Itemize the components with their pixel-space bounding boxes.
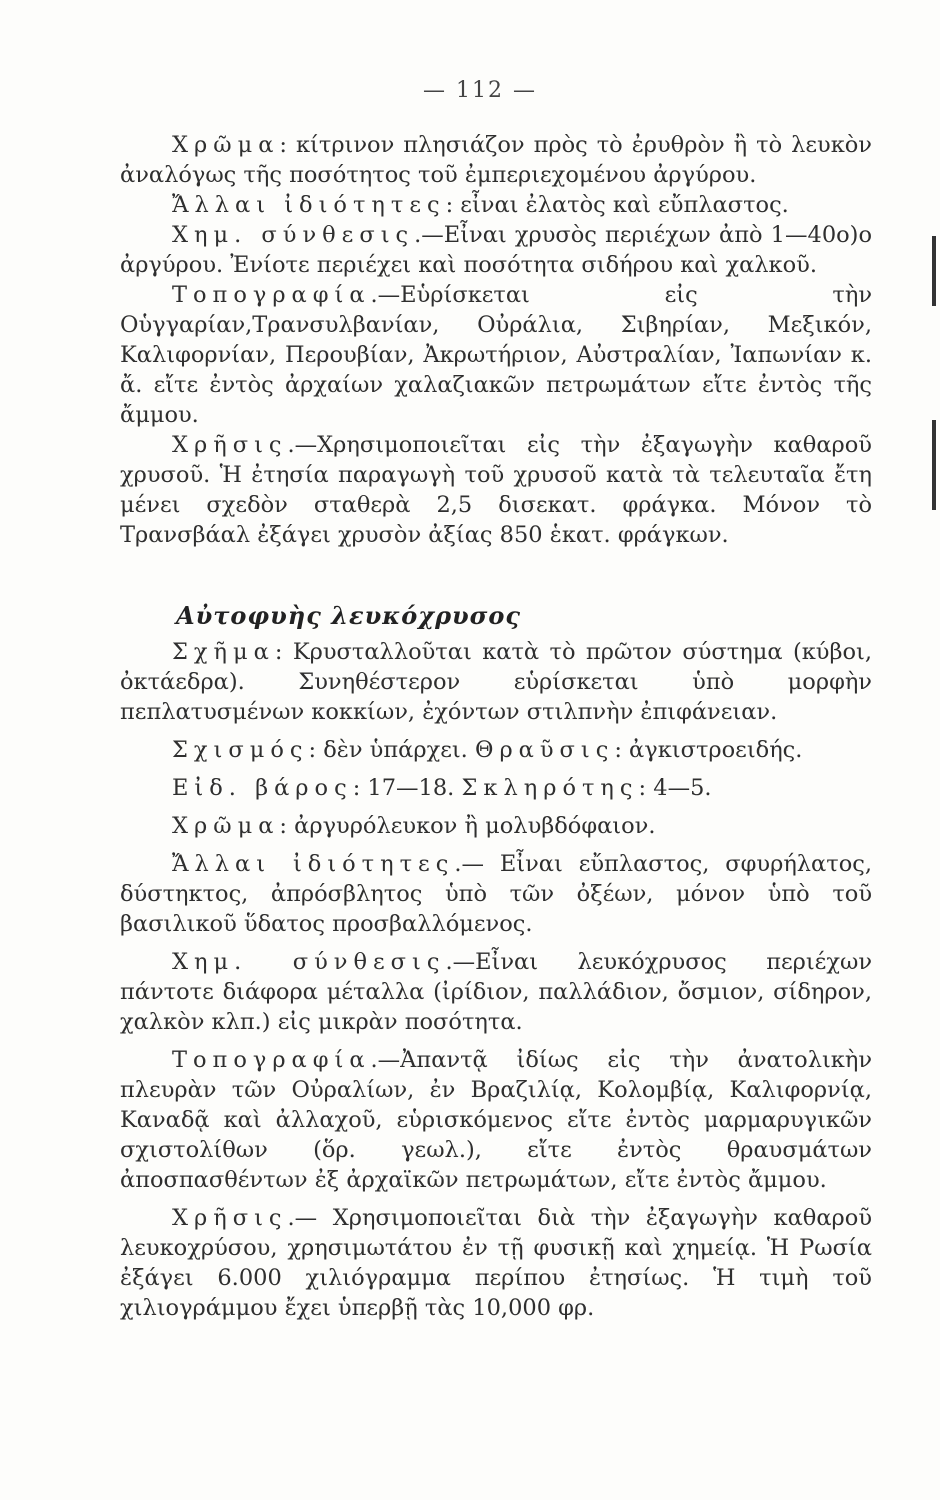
paragraph-use: Χρῆσις.—Χρησιμοποιεῖται εἰς τὴν ἐξαγωγὴν καθαροῦ χρυσοῦ. Ἡ ἐτησία παραγωγὴ τοῦ χρυσοῦ κατὰ τὰ τελευταῖα ἔτη μένει σχεδὸν σταθερὰ 2,5 δισεκατ. φράγκα. Μόνον τὸ Τρανσβάαλ ἐξάγει χρυσὸν ἀξίας 850 ἑκατ. φράγκων. [120,432,872,548]
paragraph-density: Εἰδ. βάρος: 17—18. Σκληρότης: 4—5. [172,775,712,801]
paragraph-cleavage: Σχισμός: δὲν ὑπάρχει. Θραῦσις: ἀγκιστροειδής. [172,737,803,763]
white-gold-section [120,637,872,1323]
paragraph-topography: Τοπογραφία.—Ἀπαντᾷ ἰδίως εἰς τὴν ἀνατολικὴν πλευρὰν τῶν Οὐραλίων, ἐν Βραζιλίᾳ, Κολομβίᾳ, Καλιφορνίᾳ, Καναδᾷ καὶ ἀλλαχοῦ, εὑρισκόμενος εἴτε ἐντὸς μαρμαρυγικῶν σχιστολίθων (ὅρ. γεωλ.), εἴτε ἐντὸς θραυσμάτων ἀποσπασθέντων ἐξ ἀρχαϊκῶν πετρωμάτων, εἴτε ἐντὸς ἄμμου. [120,1047,872,1193]
paragraph-color: Χρῶμα: ἀργυρόλευκον ἢ μολυβδόφαιον. [172,813,656,839]
paragraph-chemical-composition: Χημ. σύνθεσις.—Εἶναι λευκόχρυσος περιέχων πάντοτε διάφορα μέταλλα (ἰρίδιον, παλλάδιον, ὄσμιον, σίδηρον, χαλκὸν κλπ.) εἰς μικρὰν ποσότητα. [120,949,872,1035]
gold-section [120,130,872,550]
section-heading: Αὐτοφυὴς λευκόχρυσος [176,601,521,630]
paragraph-other-properties: Ἄλλαι ἰδιότητες: εἶναι ἐλατὸς καὶ εὔπλαστος. [172,192,789,218]
paragraph-use: Χρῆσις.— Χρησιμοποιεῖται διὰ τὴν ἐξαγωγὴν καθαροῦ λευκοχρύσου, χρησιμωτάτου ἐν τῇ φυσικῇ καὶ χημείᾳ. Ἡ Ρωσία ἐξάγει 6.000 χιλιόγραμμα περίπου ἐτησίως. Ἡ τιμὴ τοῦ χιλιογράμμου ἔχει ὑπερβῇ τὰς 10,000 φρ. [120,1205,872,1321]
paragraph-shape: Σχῆμα: Κρυσταλλοῦται κατὰ τὸ πρῶτον σύστημα (κύβοι, ὀκτάεδρα). Συνηθέστερον εὑρίσκεται ὑπὸ μορφὴν πεπλατυσμένων κοκκίων, ἐχόντων στιλπνὴν ἐπιφάνειαν. [120,639,872,725]
paragraph-chemical-composition: Χημ. σύνθεσις.—Εἶναι χρυσὸς περιέχων ἀπὸ 1—40ο)ο ἀργύρου. Ἐνίοτε περιέχει καὶ ποσότητα σιδήρου καὶ χαλκοῦ. [120,222,873,278]
page-edge-mark [932,420,936,510]
page-number: — 112 — [423,78,537,103]
page-edge-mark [932,236,936,306]
paragraph-color: Χρῶμα: κίτρινον πλησιάζον πρὸς τὸ ἐρυθρὸν ἢ τὸ λευκὸν ἀναλόγως τῆς ποσότητος τοῦ ἐμπεριεχομένου ἀργύρου. [120,132,872,188]
paragraph-topography: Τοπογραφία.—Εὑρίσκεται εἰς τὴν Οὑγγαρίαν,Τρανσυλβανίαν, Οὐράλια, Σιβηρίαν, Μεξικόν, Καλιφορνίαν, Περουβίαν, Ἀκρωτήριον, Αὐστραλίαν, Ἰαπωνίαν κ. ἄ. εἴτε ἐντὸς ἀρχαίων χαλαζιακῶν πετρωμάτων εἴτε ἐντὸς τῆς ἄμμου. [120,282,872,428]
paragraph-other-properties: Ἄλλαι ἰδιότητες.— Εἶναι εὔπλαστος, σφυρήλατος, δύστηκτος, ἀπρόσβλητος ὑπὸ τῶν ὀξέων, μόνον ὑπὸ τοῦ βασιλικοῦ ὕδατος προσβαλλόμενος. [120,851,872,937]
